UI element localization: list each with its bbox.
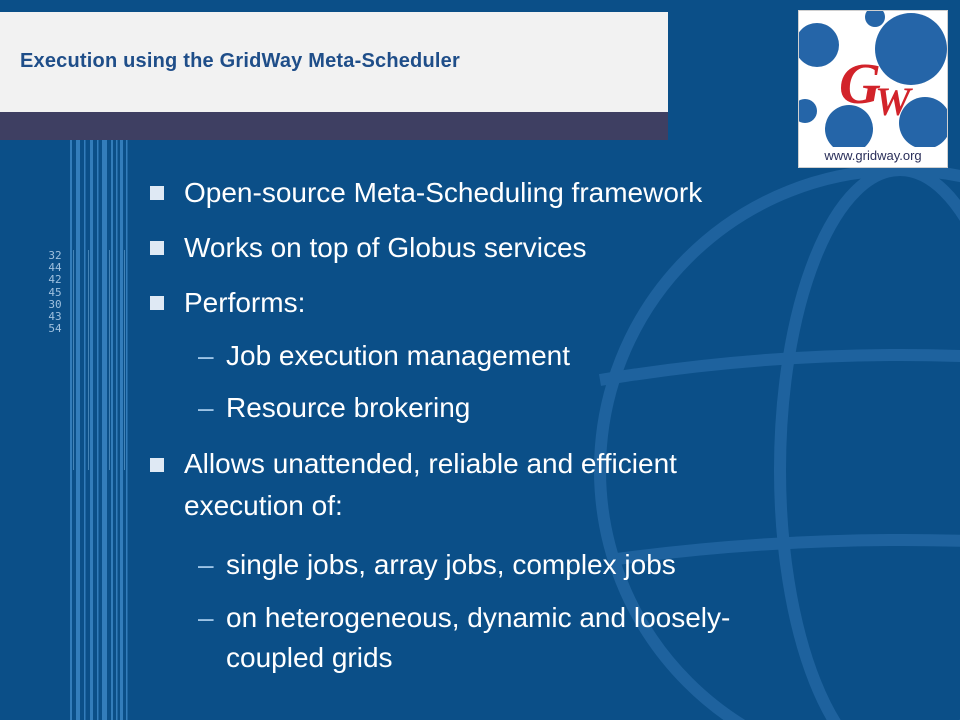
list-item: Performs: [184, 287, 306, 318]
sub-list-item-continuation: coupled grids [226, 642, 393, 673]
svg-text:G: G [839, 51, 881, 116]
sub-dash: – [198, 602, 214, 633]
logo-url: www.gridway.org [824, 148, 922, 163]
barcode-number: 324442453043 54 [48, 249, 62, 336]
svg-text:W: W [875, 79, 911, 124]
list-item-continuation: execution of: [184, 490, 343, 521]
sub-dash: – [198, 392, 214, 423]
sub-list-item: Resource brokering [226, 392, 471, 423]
sub-list-item: on heterogeneous, dynamic and loosely- [226, 602, 731, 633]
bullet-square [150, 458, 164, 472]
list-item: Allows unattended, reliable and efficient [184, 448, 677, 479]
bullet-square [150, 186, 164, 200]
list-item: Works on top of Globus services [184, 232, 587, 263]
sub-list-item: Job execution management [226, 340, 570, 371]
sub-dash: – [198, 549, 214, 580]
bullet-square [150, 241, 164, 255]
slide-title: Execution using the GridWay Meta-Scheduler [20, 50, 460, 72]
sub-dash: – [198, 340, 214, 371]
bullet-square [150, 296, 164, 310]
list-item: Open-source Meta-Scheduling framework [184, 177, 703, 208]
sub-list-item: single jobs, array jobs, complex jobs [226, 549, 676, 580]
